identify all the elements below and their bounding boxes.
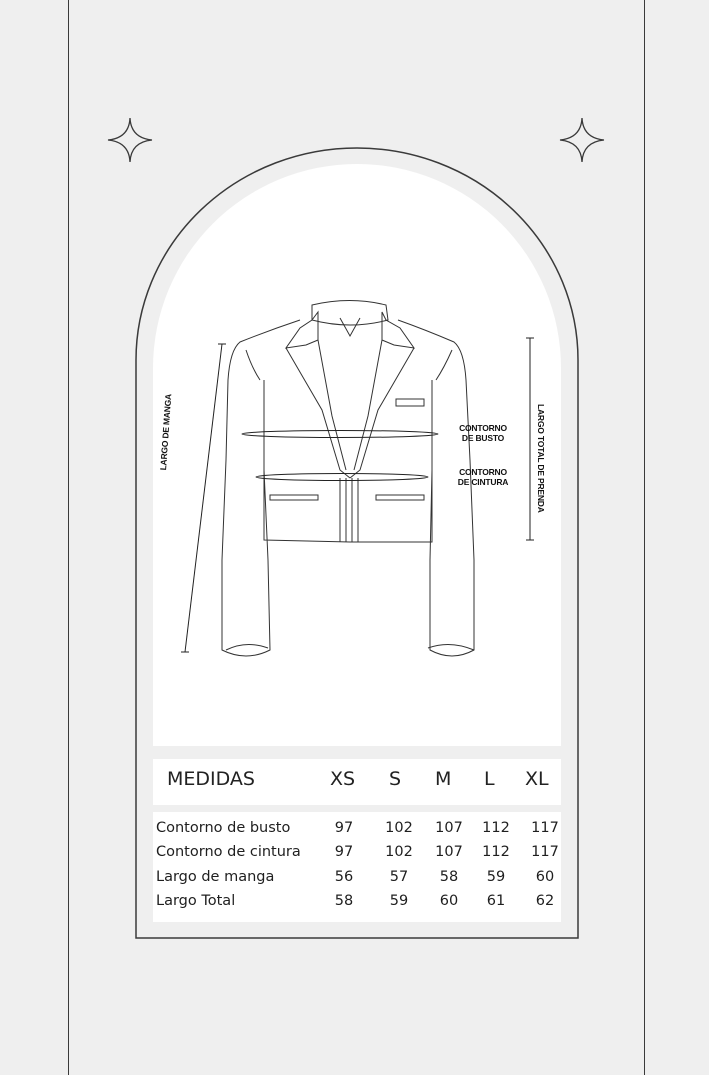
sleeve-length-label: LARGO DE MANGA: [158, 393, 174, 471]
size-table-header: [153, 759, 561, 805]
sparkle-icon: [560, 118, 604, 162]
table-title: MEDIDAS: [167, 768, 255, 790]
size-xs: XS: [330, 768, 356, 790]
table-row: Largo Total 58 59 60 61 62: [156, 893, 555, 909]
table-row: Contorno de busto 97 102 107 112 117: [156, 820, 559, 836]
arch-panel: [153, 164, 561, 746]
sparkle-icon: [108, 118, 152, 162]
size-xl: XL: [525, 768, 549, 790]
table-row: Contorno de cintura 97 102 107 112 117: [156, 844, 559, 860]
size-table-body: [153, 812, 561, 922]
waist-label: CONTORNO DE CINTURA: [457, 467, 509, 487]
bust-label: CONTORNO DE BUSTO: [459, 423, 507, 443]
size-s: S: [389, 768, 402, 790]
size-m: M: [435, 768, 452, 790]
size-l: L: [484, 768, 495, 790]
total-length-label: LARGO TOTAL DE PRENDA: [536, 404, 546, 513]
table-row: Largo de manga 56 57 58 59 60: [156, 869, 555, 885]
